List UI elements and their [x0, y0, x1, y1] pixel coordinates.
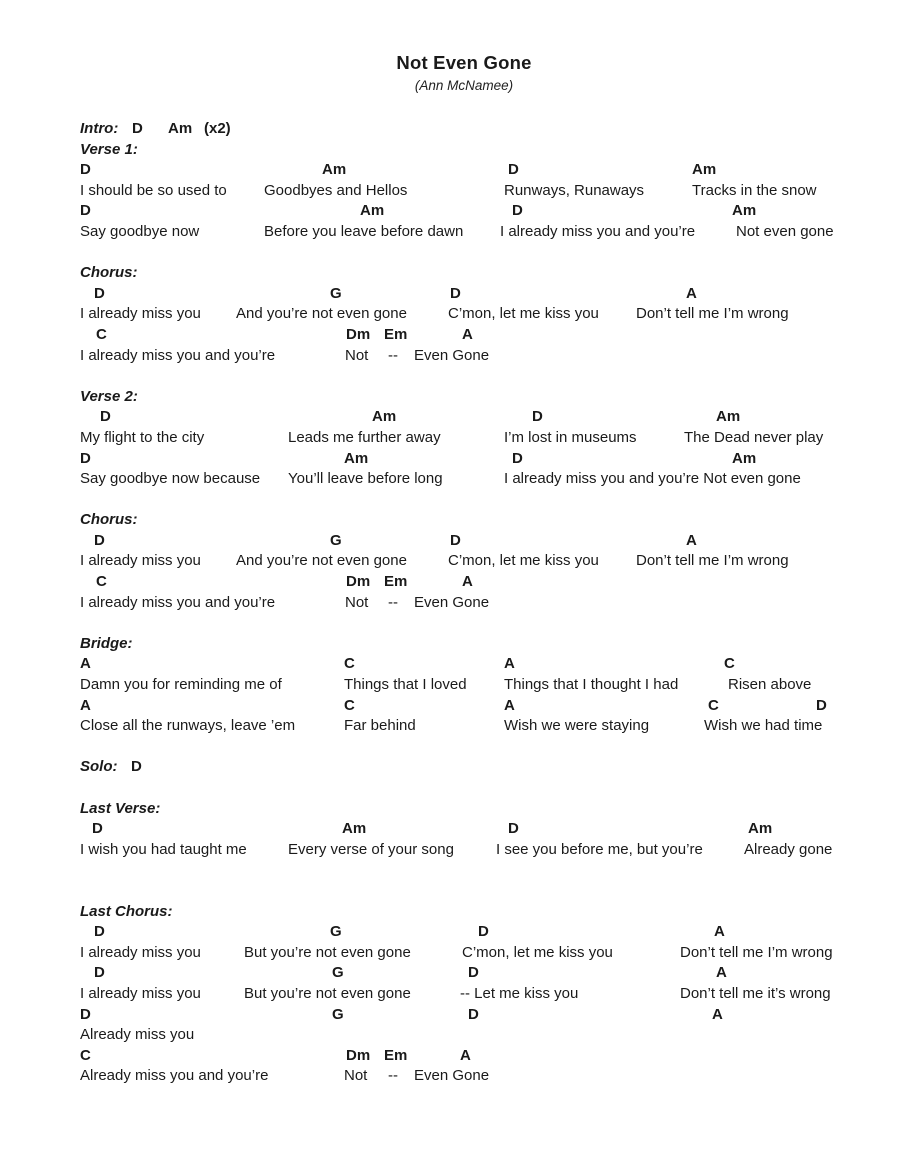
lyric-phrase: I already miss you: [80, 552, 201, 570]
chord: A: [686, 531, 697, 549]
chord: D: [450, 531, 461, 549]
chord-line: [80, 654, 880, 675]
section-label: Bridge:: [80, 634, 133, 652]
lyric-line: [80, 1025, 880, 1046]
chord: Em: [384, 573, 408, 591]
chord: D: [80, 161, 91, 179]
chord: A: [80, 655, 91, 673]
chord: A: [504, 696, 515, 714]
chord: Am: [344, 449, 369, 467]
lyric-phrase: Before you leave before dawn: [264, 222, 464, 240]
chord: Dm: [346, 1046, 371, 1064]
chord-line: [80, 201, 880, 222]
chord: C: [96, 573, 107, 591]
section-label-line-bridge: [80, 634, 880, 655]
lyric-line: [80, 593, 880, 614]
lyric-phrase: Runways, Runaways: [504, 181, 645, 199]
lyric-phrase: Wish we had time: [704, 717, 823, 735]
section-label-line-chorus-2: [80, 510, 880, 531]
section-label: Chorus:: [80, 264, 138, 282]
lyric-phrase: My flight to the city: [80, 428, 205, 446]
chord-line: [80, 407, 880, 428]
chord: A: [462, 573, 473, 591]
section-gap: [80, 737, 880, 758]
chord: C: [724, 655, 735, 673]
lyric-phrase: Close all the runways, leave ’em: [80, 717, 296, 735]
lyric-line: [80, 222, 880, 243]
chord: Em: [384, 1046, 408, 1064]
lyric-phrase: Don’t tell me I’m wrong: [636, 305, 789, 323]
lyric-phrase: C’mon, let me kiss you: [462, 943, 613, 961]
chord: Dm: [346, 573, 371, 591]
section-label-line-last-verse: [80, 799, 880, 820]
chord: D: [468, 964, 479, 982]
section-label-line-verse-2: [80, 387, 880, 408]
lyric-phrase: You’ll leave before long: [288, 470, 443, 488]
chord: D: [450, 284, 461, 302]
chord: A: [686, 284, 697, 302]
lyric-phrase: Tracks in the snow: [692, 181, 817, 199]
chord-line: [80, 449, 880, 470]
lyric-phrase: Already miss you: [80, 1026, 195, 1044]
song-author: (Ann McNamee): [414, 78, 514, 93]
chord: D: [80, 449, 91, 467]
lyric-phrase: Don’t tell me I’m wrong: [680, 943, 833, 961]
song-body: [80, 119, 880, 1087]
lyric-phrase: Even Gone: [414, 593, 490, 611]
lyric-phrase: I already miss you and you’re: [500, 222, 696, 240]
lyric-line: [80, 984, 880, 1005]
chord: (x2): [204, 120, 231, 137]
chord: C: [344, 655, 355, 673]
chord: D: [508, 161, 519, 179]
lyric-phrase: Not: [344, 1067, 368, 1085]
lyric-phrase: The Dead never play: [684, 428, 824, 446]
chord: Am: [360, 202, 385, 220]
chord: D: [532, 408, 543, 426]
section-gap: [80, 366, 880, 387]
chord: D: [94, 284, 105, 302]
chord: D: [512, 202, 523, 220]
section-label: Intro:: [80, 120, 119, 137]
lyric-phrase: But you’re not even gone: [244, 943, 411, 961]
lyric-phrase: I already miss you: [80, 305, 201, 323]
chord: D: [816, 696, 827, 714]
lyric-phrase: Don’t tell me I’m wrong: [636, 552, 789, 570]
section-label: Solo:: [80, 758, 118, 776]
lyric-line: [80, 181, 880, 202]
chord: D: [512, 449, 523, 467]
section-gap: [80, 778, 880, 799]
section-label-line-last-chorus: [80, 902, 880, 923]
section-label-line-intro: [80, 119, 880, 140]
lyric-phrase: I already miss you: [80, 943, 201, 961]
chord: D: [131, 758, 142, 776]
section-label: Verse 2:: [80, 387, 138, 405]
chord: Am: [322, 161, 347, 179]
lyric-phrase: --: [388, 1067, 398, 1085]
chord: Am: [692, 161, 717, 179]
chord: A: [80, 696, 91, 714]
section-label: Chorus:: [80, 511, 138, 529]
lyric-phrase: I already miss you and you’re: [80, 593, 276, 611]
chord: D: [80, 1005, 91, 1023]
chord: A: [714, 923, 725, 941]
chord: Em: [384, 325, 408, 343]
chord: G: [332, 964, 344, 982]
section-label: Last Chorus:: [80, 902, 173, 920]
lyric-line: [80, 346, 880, 367]
chord: Am: [732, 449, 757, 467]
chord: A: [462, 325, 473, 343]
lyric-line: [80, 716, 880, 737]
section-label-line-verse-1: [80, 140, 880, 161]
lyric-line: [80, 943, 880, 964]
lyric-phrase: And you’re not even gone: [236, 305, 407, 323]
lyric-phrase: Say goodbye now: [80, 222, 200, 240]
chord: D: [468, 1005, 479, 1023]
lyric-phrase: I already miss you: [80, 984, 201, 1002]
lyric-line: [80, 551, 880, 572]
lyric-phrase: Even Gone: [414, 1067, 490, 1085]
chord: Am: [168, 120, 193, 137]
chord-line: [80, 963, 880, 984]
chord-line: [80, 819, 880, 840]
lyric-phrase: Leads me further away: [288, 428, 441, 446]
lyric-phrase: Far behind: [344, 717, 416, 735]
chord: D: [94, 923, 105, 941]
chord: A: [460, 1046, 471, 1064]
lyric-phrase: Don’t tell me it’s wrong: [680, 984, 831, 1002]
chord: C: [344, 696, 355, 714]
lyric-phrase: I should be so used to: [80, 181, 227, 199]
lyric-phrase: I already miss you and you’re Not even gone: [504, 470, 801, 488]
lyric-phrase: --: [388, 346, 398, 364]
lyric-phrase: --: [388, 593, 398, 611]
lyric-phrase: Risen above: [728, 676, 812, 694]
section-gap: [80, 243, 880, 264]
chord-line: [80, 1046, 880, 1067]
lyric-phrase: I see you before me, but you’re: [496, 840, 703, 858]
lyric-phrase: Not: [345, 593, 369, 611]
chord-line: [80, 531, 880, 552]
chord: G: [330, 531, 342, 549]
chord: Am: [342, 820, 367, 838]
chord-line: [80, 696, 880, 717]
lyric-phrase: C’mon, let me kiss you: [448, 552, 599, 570]
lyric-phrase: Every verse of your song: [288, 840, 454, 858]
chord: Am: [732, 202, 757, 220]
chord-line: [80, 922, 880, 943]
lyric-line: [80, 675, 880, 696]
chord-line: [80, 572, 880, 593]
chord: C: [708, 696, 719, 714]
chord: D: [508, 820, 519, 838]
chord: A: [504, 655, 515, 673]
chord: Am: [716, 408, 741, 426]
section-label: Verse 1:: [80, 140, 138, 158]
song-header: [80, 52, 848, 94]
lyric-line: [80, 469, 880, 490]
chord: D: [100, 408, 111, 426]
chord: D: [92, 820, 103, 838]
lyric-phrase: Things that I loved: [344, 676, 467, 694]
lyric-phrase: Goodbyes and Hellos: [264, 181, 408, 199]
chord: D: [80, 202, 91, 220]
chord: D: [94, 531, 105, 549]
lyric-phrase: And you’re not even gone: [236, 552, 407, 570]
lyric-phrase: I wish you had taught me: [80, 840, 247, 858]
chord: G: [330, 923, 342, 941]
chord: A: [716, 964, 727, 982]
chord: C: [96, 325, 107, 343]
lyric-phrase: Not even gone: [736, 222, 834, 240]
lyric-phrase: -- Let me kiss you: [460, 984, 579, 1002]
section-label-line-solo: [80, 757, 880, 778]
section-label-line-chorus-1: [80, 263, 880, 284]
lyric-phrase: Even Gone: [414, 346, 490, 364]
lyric-phrase: Things that I thought I had: [504, 676, 679, 694]
chord: D: [132, 120, 143, 137]
lyric-line: [80, 1066, 880, 1087]
chord: G: [330, 284, 342, 302]
chord: D: [94, 964, 105, 982]
lyric-phrase: But you’re not even gone: [244, 984, 411, 1002]
chord: Am: [748, 820, 773, 838]
chord-line: [80, 1005, 880, 1026]
lyric-phrase: Already gone: [744, 840, 833, 858]
lyric-phrase: I’m lost in museums: [504, 428, 637, 446]
section-gap: [80, 613, 880, 634]
chord-line: [80, 325, 880, 346]
song-title: Not Even Gone: [396, 52, 532, 73]
lyric-phrase: Say goodbye now because: [80, 470, 261, 488]
lyric-phrase: Wish we were staying: [504, 717, 650, 735]
lyric-phrase: I already miss you and you’re: [80, 346, 276, 364]
chord-line: [80, 160, 880, 181]
chord: C: [80, 1046, 91, 1064]
lyric-phrase: Not: [345, 346, 369, 364]
chord: D: [478, 923, 489, 941]
lyric-line: [80, 304, 880, 325]
chord: Dm: [346, 325, 371, 343]
lyric-line: [80, 840, 880, 861]
lyric-line: [80, 428, 880, 449]
lyric-phrase: Already miss you and you’re: [80, 1067, 269, 1085]
chord-line: [80, 284, 880, 305]
lyric-phrase: Damn you for reminding me of: [80, 676, 282, 694]
section-label: Last Verse:: [80, 799, 161, 817]
chord: Am: [372, 408, 397, 426]
section-gap: [80, 860, 880, 901]
lyric-phrase: C’mon, let me kiss you: [448, 305, 599, 323]
chord: A: [712, 1005, 723, 1023]
chord: G: [332, 1005, 344, 1023]
section-gap: [80, 490, 880, 511]
